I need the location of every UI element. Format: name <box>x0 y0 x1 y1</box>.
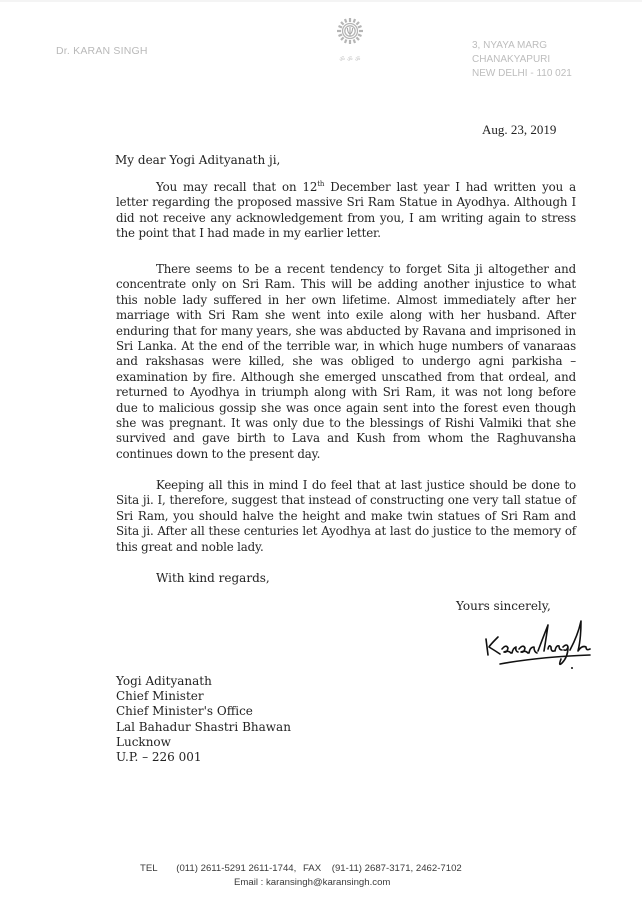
signature <box>478 617 598 672</box>
address-line: NEW DELHI - 110 021 <box>472 68 572 79</box>
addressee-block <box>116 674 291 765</box>
handwritten-signature-icon <box>478 617 598 672</box>
paragraph-1-text-rest: December last year I had written you a letter regarding the proposed massive Sri Ram Statue in Ayodhya. Although I did not receive any acknowledgement from you, I am writing again to stress the point that I had made in my earlier letter. <box>116 180 577 241</box>
addressee-line: Chief Minister <box>116 689 204 704</box>
address-line: 3, NYAYA MARG <box>472 40 548 51</box>
paragraph-3 <box>116 478 576 555</box>
salutation: My dear Yogi Adityanath ji, <box>115 153 281 167</box>
footer-contact <box>140 863 462 874</box>
addressee-line: Lal Bahadur Shastri Bhawan <box>116 719 291 734</box>
ordinal-suffix: th <box>317 180 325 189</box>
sun-trident-emblem-icon <box>337 16 363 48</box>
addressee-line: U.P. – 226 001 <box>116 750 202 765</box>
letter-page <box>0 2 642 900</box>
paragraph-2 <box>116 262 576 462</box>
paragraph-1-text-start: You may recall that on 12 <box>156 180 318 194</box>
logo-tagline: ॐ ॐ ॐ <box>339 57 361 63</box>
paragraph-1 <box>116 180 576 242</box>
letter-date: Aug. 23, 2019 <box>482 122 557 137</box>
footer-email <box>234 877 390 888</box>
address-line: CHANAKYAPURI <box>472 54 551 65</box>
paragraph-3-text: Keeping all this in mind I do feel that at last justice should be done to Sita ji. I, therefore, suggest that instead of constructing one very tall statue of Sri Ram, you should halve the height and make twin statues of Sri Ram and Sita ji. After all these centuries let Ayodhya at last do justice to the memory of this great and noble lady. <box>116 478 576 554</box>
addressee-line: Lucknow <box>116 734 171 749</box>
closing: With kind regards, <box>156 571 270 585</box>
letterhead-name: Dr. KARAN SINGH <box>56 45 148 57</box>
addressee-line: Chief Minister's Office <box>116 704 253 719</box>
letterhead-address <box>472 39 572 81</box>
fax-numbers: (91-11) 2687-3171, 2462-7102 <box>331 863 462 874</box>
letterhead-logo <box>300 16 400 68</box>
email-label: Email : <box>234 877 264 888</box>
email-address[interactable]: karansingh@karansingh.com <box>266 877 391 888</box>
paragraph-2-text: There seems to be a recent tendency to forget Sita ji altogether and concentrate only on Sri Ram. This will be adding another injustice to what this noble lady suffered in her own lifetime. Almost immediately after her marriage with Sri Ram she went into exile along with her husband. After enduring that for many years, she was abducted by Ravana and imprisoned in Sri Lanka. At the end of the terrible war, in which huge numbers of vanaraas and rakshasas were killed, she was obliged to undergo agni parkisha – examination by fire. Although she emerged unscathed from that ordeal, and returned to Ayodhya in triumph along with Sri Ram, it was not long before due to malicious gossip she was once again sent into the forest even though she was pregnant. It was only due to the blessings of Rishi Valmiki that she survived and gave birth to Lava and Kush from whom the Raghuvansha continues down to the present day. <box>116 262 576 461</box>
sign-off: Yours sincerely, <box>456 599 551 613</box>
addressee-line: Yogi Adityanath <box>116 674 212 688</box>
tel-numbers: (011) 2611-5291 2611-1744, <box>176 863 297 874</box>
fax-label: FAX <box>302 863 322 874</box>
tel-label: TEL <box>140 863 158 874</box>
